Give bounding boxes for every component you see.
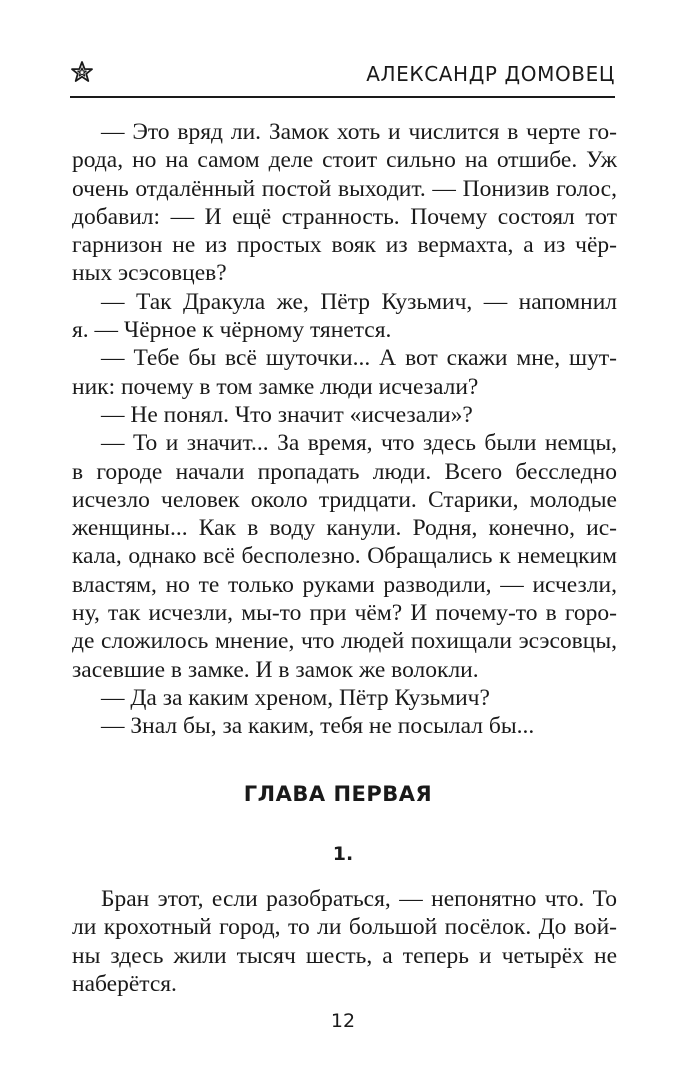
text-line: исчезло человек около тридцати. Старики, молодые	[72, 486, 617, 513]
star-outline-icon	[70, 60, 94, 84]
text-line: де сложилось мнение, что людей похищали эсэсовцы,	[72, 628, 617, 655]
text-line: я. — Чёрное к чёрному тянется.	[72, 317, 392, 344]
chapter-title: ГЛАВА ПЕРВАЯ	[243, 782, 433, 806]
text-line: — Да за каким хреном, Пётр Кузьмич?	[101, 684, 490, 711]
text-line: ну, так исчезли, мы-то при чём? И почему-то в горо-	[72, 600, 617, 627]
author-name: АЛЕКСАНДР ДОМОВЕЦ	[366, 62, 615, 86]
text-line: в городе начали пропадать люди. Всего бесследно	[72, 458, 617, 485]
page-number: 12	[330, 1010, 356, 1032]
section-number: 1.	[332, 843, 354, 865]
text-line: — То и значит... За время, что здесь были немцы,	[101, 430, 617, 457]
text-line: засевшие в замке. И в замок же волокли.	[72, 656, 479, 683]
text-line: Бран этот, если разобраться, — непонятно что. То	[101, 886, 617, 912]
text-line: властям, но те только руками разводили, — исчезли,	[72, 571, 617, 598]
body-text-top	[72, 118, 617, 741]
text-line: добавил: — И ещё странность. Почему состоял тот	[72, 203, 617, 230]
text-line: наберётся.	[72, 970, 177, 997]
text-line: рода, но на самом деле стоит сильно на отшибе. Уж	[72, 147, 617, 174]
text-line: женщины... Как в воду канули. Родня, конечно, ис-	[72, 515, 617, 542]
text-line: ли крохотный город, то ли большой посёлок. До вой-	[72, 914, 617, 941]
text-line: — Так Дракула же, Пётр Кузьмич, — напомнил	[101, 288, 617, 315]
text-line: очень отдалённый постой выходит. — Понизив голос,	[72, 175, 617, 202]
text-line: — Знал бы, за каким, тебя не посылал бы...	[101, 713, 535, 740]
body-text-bottom	[72, 885, 617, 998]
text-line: кала, однако всё бесполезно. Обращались к немецким	[72, 543, 617, 570]
running-header	[70, 58, 615, 98]
text-line: ных эсэсовцев?	[72, 260, 227, 287]
text-line: — Не понял. Что значит «исчезали»?	[101, 401, 473, 428]
text-line: — Тебе бы всё шуточки... А вот скажи мне, шут-	[101, 345, 617, 372]
text-line: — Это вряд ли. Замок хоть и числится в черте го-	[101, 119, 617, 145]
text-line: ны здесь жили тысяч шесть, а теперь и четырёх не	[72, 942, 617, 969]
text-line: ник: почему в том замке люди исчезали?	[72, 373, 479, 400]
text-line: гарнизон не из простых вояк из вермахта, а из чёр-	[72, 232, 617, 259]
